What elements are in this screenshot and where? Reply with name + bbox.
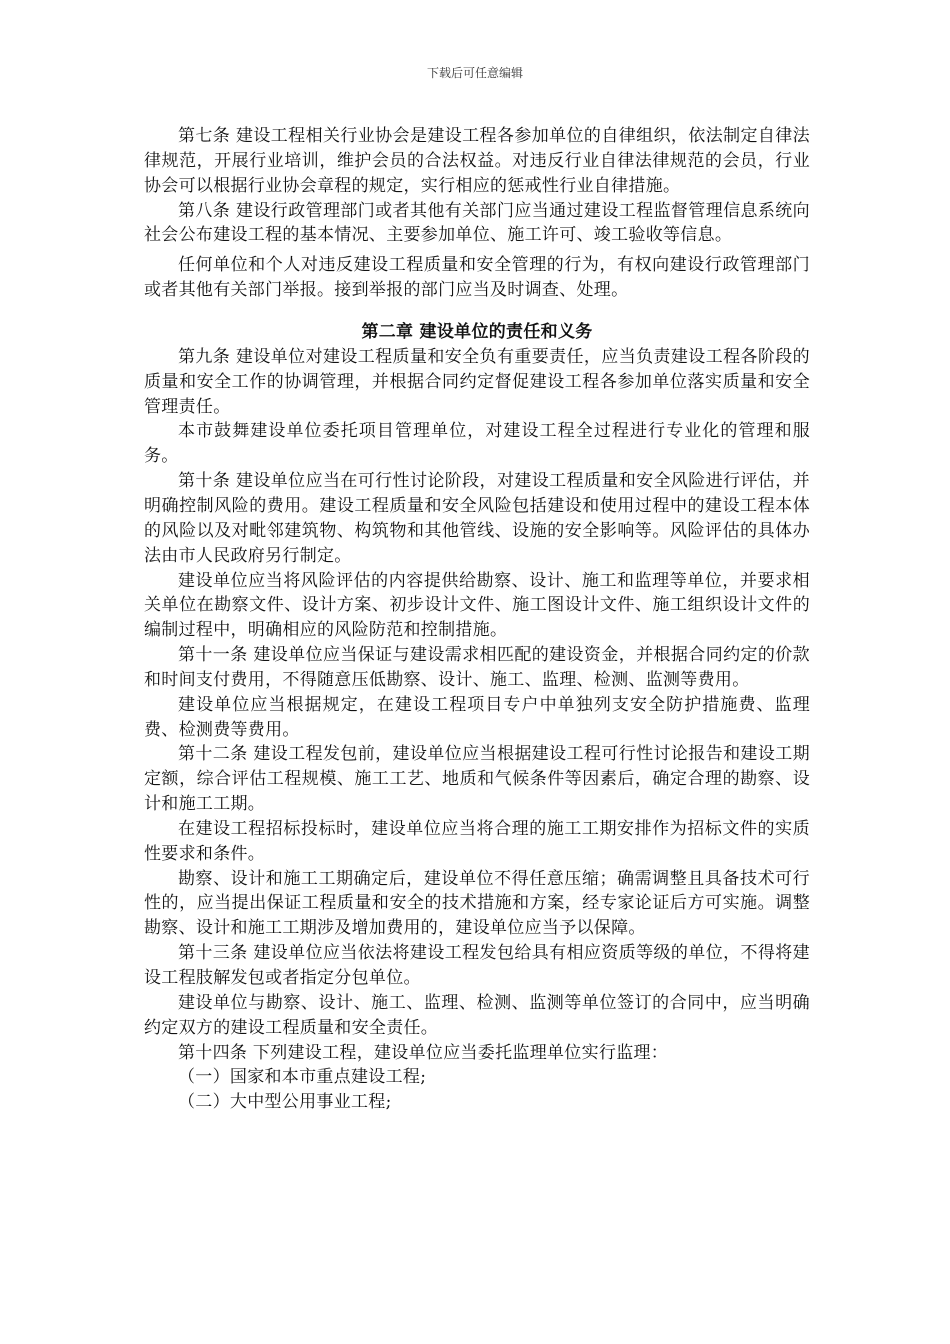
bidding-paragraph: 在建设工程招标投标时，建设单位应当将合理的施工工期安排作为招标文件的实质性要求和条件。: [144, 818, 810, 864]
risk-assessment-paragraph: 建设单位应当将风险评估的内容提供给勘察、设计、施工和监理等单位，并要求相关单位在勘察文件、设计方案、初步设计文件、施工图设计文件、施工组织设计文件的编制过程中，明确相应的风险防范和控制措施。: [144, 570, 810, 641]
page-header-caption: 下载后可任意编辑: [426, 66, 523, 80]
project-management-paragraph: 本市鼓舞建设单位委托项目管理单位，对建设工程全过程进行专业化的管理和服务。: [144, 421, 810, 467]
article-11-paragraph: 第十一条 建设单位应当保证与建设需求相匹配的建设资金，并根据合同约定的价款和时间支付费用，不得随意压低勘察、设计、施工、监理、检测、监测等费用。: [144, 645, 810, 690]
list-item-1: （一）国家和本市重点建设工程;: [178, 1067, 427, 1088]
document-body: [144, 124, 810, 1115]
chapter-2-title: 第二章 建设单位的责任和义务: [361, 321, 593, 342]
article-13-paragraph: 第十三条 建设单位应当依法将建设工程发包给具有相应资质等级的单位，不得将建设工程肢解发包或者指定分包单位。: [144, 943, 810, 988]
article-10-paragraph: 第十条 建设单位应当在可行性讨论阶段，对建设工程质量和安全风险进行评估，并明确控制风险的费用。建设工程质量和安全风险包括建设和使用过程中的建设工程本体的风险以及对毗邻建筑物、构筑物和其他管线、设施的安全影响等。风险评估的具体办法由市人民政府另行制定。: [144, 471, 810, 566]
report-paragraph: 任何单位和个人对违反建设工程质量和安全管理的行为，有权向建设行政管理部门或者其他有关部门举报。接到举报的部门应当及时调查、处理。: [144, 255, 810, 301]
article-8-paragraph: 第八条 建设行政管理部门或者其他有关部门应当通过建设工程监督管理信息系统向社会公布建设工程的基本情况、主要参加单位、施工许可、竣工验收等信息。: [144, 200, 810, 246]
article-14-paragraph: 第十四条 下列建设工程，建设单位应当委托监理单位实行监理：: [178, 1042, 669, 1063]
article-7-paragraph: 第七条 建设工程相关行业协会是建设工程各参加单位的自律组织，依法制定自律法律规范，开展行业培训，维护会员的合法权益。对违反行业自律法律规范的会员，行业协会可以根据行业协会章程的规定，实行相应的惩戒性行业自律措施。: [144, 126, 810, 196]
contract-paragraph: 建设单位与勘察、设计、施工、监理、检测、监测等单位签订的合同中，应当明确约定双方的建设工程质量和安全责任。: [144, 992, 810, 1038]
article-12-paragraph: 第十二条 建设工程发包前，建设单位应当根据建设工程可行性讨论报告和建设工期定额，综合评估工程规模、施工工艺、地质和气候条件等因素后，确定合理的勘察、设计和施工工期。: [144, 744, 810, 815]
list-item-2: （二）大中型公用事业工程;: [178, 1092, 392, 1113]
fees-paragraph: 建设单位应当根据规定，在建设工程项目专户中单独列支安全防护措施费、监理费、检测费等费用。: [144, 694, 810, 740]
schedule-adjustment-paragraph: 勘察、设计和施工工期确定后，建设单位不得任意压缩；确需调整且具备技术可行性的，应当提出保证工程质量和安全的技术措施和方案，经专家论证后方可实施。调整勘察、设计和施工工期涉及增加费用的，建设单位应当予以保障。: [144, 868, 810, 939]
article-9-paragraph: 第九条 建设单位对建设工程质量和安全负有重要责任，应当负责建设工程各阶段的质量和安全工作的协调管理，并根据合同约定督促建设工程各参加单位落实质量和安全管理责任。: [144, 346, 810, 417]
